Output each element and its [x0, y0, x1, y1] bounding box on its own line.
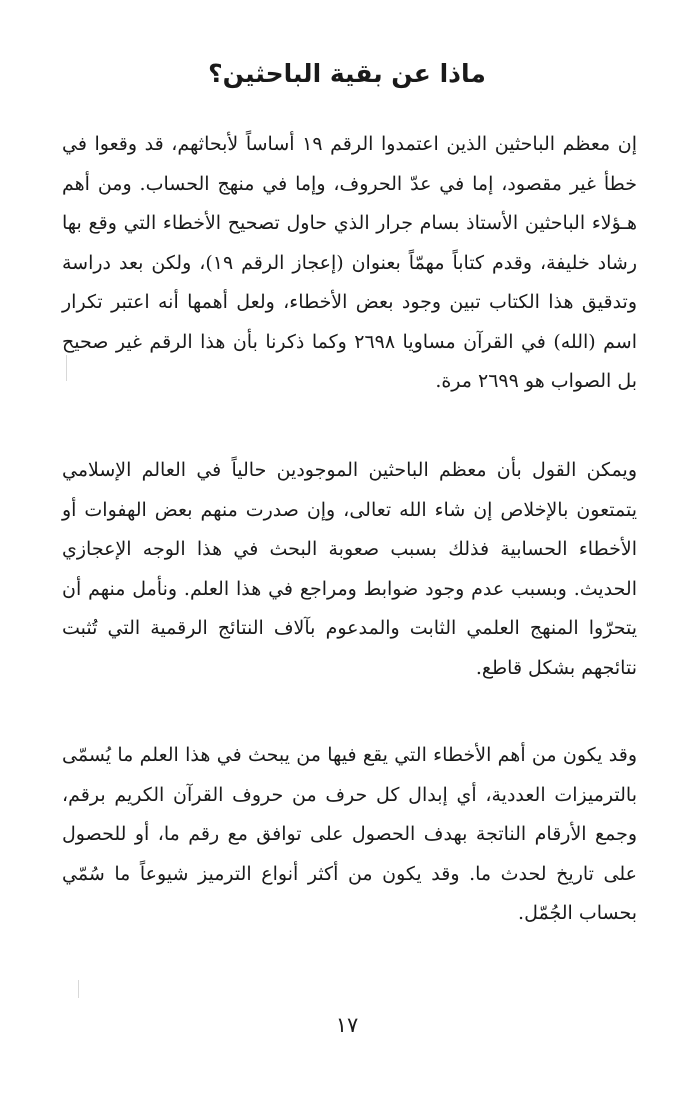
scan-mark	[66, 355, 67, 381]
page-title: ماذا عن بقية الباحثين؟	[208, 59, 486, 88]
paragraph-researchers-errors: إن معظم الباحثين الذين اعتمدوا الرقم ١٩ أساساً لأبحاثهم، قد وقعوا في خطأ غير مقصود، إما في عدّ الحروف، وإما في منهج الحساب. ومن أهم هـؤلاء الباحثين الأستاذ بسام جرار الذي حاول تصحيح الأخطاء التي وقع بها رشاد خليفة، وقدم كتاباً مهمّاً بعنوان (إعجاز الرقم ١٩)، ولكن بعد دراسة وتدقيق هذا الكتاب تبين وجود بعض الأخطاء، ولعل أهمها أنه اعتبر تكرار اسم (الله) في القرآن مساويا ٢٦٩٨ وكما ذكرنا بأن هذا الرقم غير صحيح بل الصواب هو ٢٦٩٩ مرة.	[62, 133, 637, 392]
scan-mark	[78, 980, 79, 998]
paragraph-numeric-encodings: وقد يكون من أهم الأخطاء التي يقع فيها من يبحث في هذا العلم ما يُسمّى بالترميزات العددية، أي إبدال كل حرف من حروف القرآن الكريم برقم، وجمع الأرقام الناتجة بهدف الحصول على توافق مع رقم ما، أو للحصول على تاريخ لحدث ما. وقد يكون من أكثر أنواع الترميز شيوعاً ما سُمّي بحساب الجُمّل.	[62, 744, 637, 924]
paragraph-researchers-sincerity: ويمكن القول بأن معظم الباحثين الموجودين حالياً في العالم الإسلامي يتمتعون بالإخلاص إن شاء الله تعالى، وإن صدرت منهم بعض الهفوات أو الأخطاء الحسابية فذلك بسبب صعوبة البحث في هذا الوجه الإعجازي الحديث. وبسبب عدم وجود ضوابط ومراجع في هذا العلم. ونأمل منهم أن يتحرّوا المنهج العلمي الثابت والمدعوم بآلاف النتائج الرقمية التي تُثبت نتائجهم بشكل قاطع.	[62, 459, 637, 679]
page-number: ١٧	[335, 1013, 359, 1037]
